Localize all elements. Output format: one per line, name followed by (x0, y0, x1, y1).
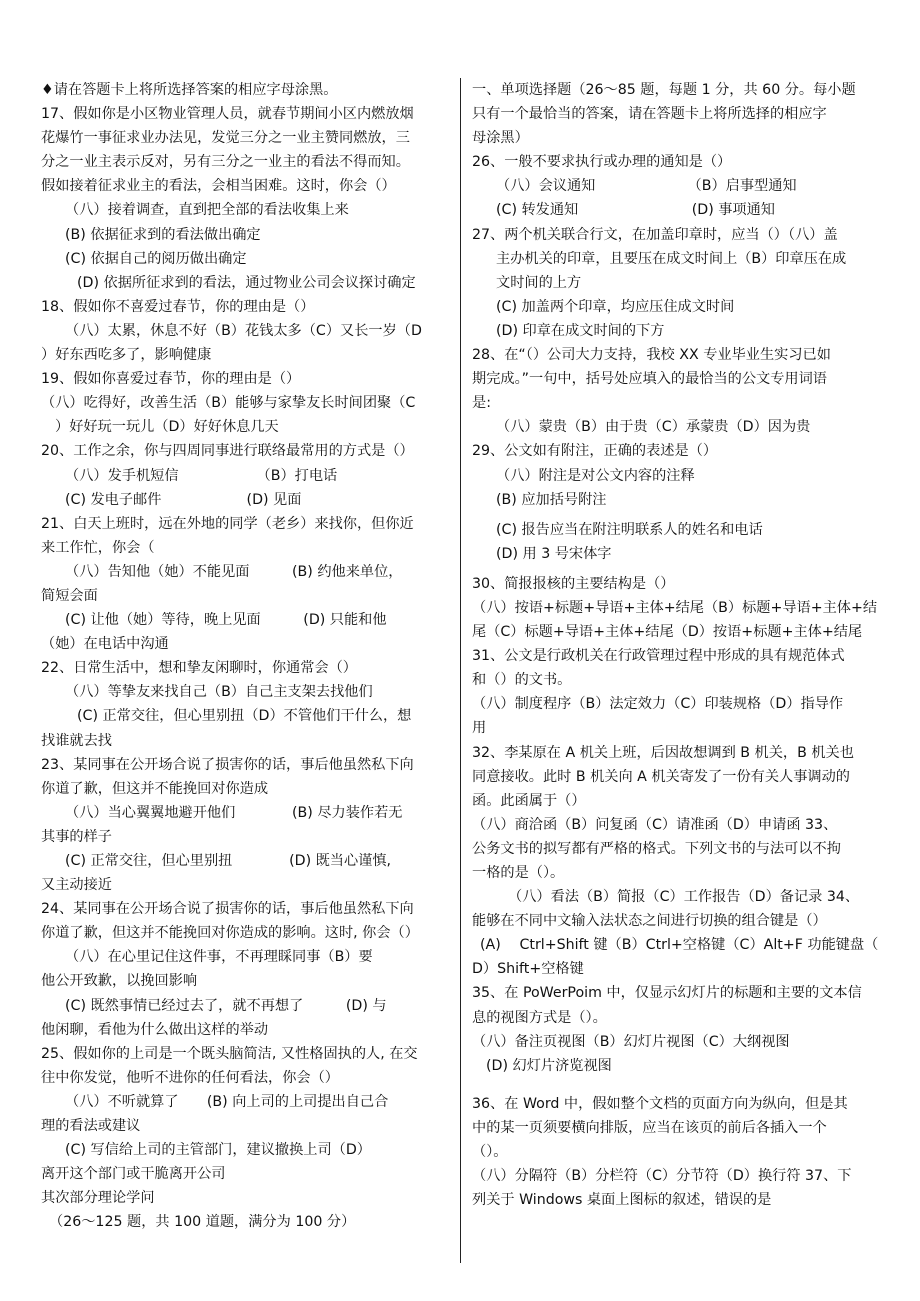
right-text-line: (D) 幻灯片济览视图 (486, 1057, 612, 1074)
left-column (41, 78, 451, 1235)
left-text-line: 理的看法或建议 (41, 1118, 141, 1135)
right-text-line: (C) 转发通知 (D) 事项通知 (496, 202, 775, 219)
right-column (472, 78, 884, 1212)
left-text-line: 又主动接近 (41, 877, 112, 894)
right-text-line: (B) 应加括号附注 (496, 491, 607, 508)
left-text-line: （她）在电话中沟通 (41, 636, 169, 653)
left-text-line: 来工作忙，你会（ (41, 539, 155, 556)
left-text-line: （八）不听就算了 (B) 向上司的上司提出自己合 (65, 1093, 389, 1110)
right-text-line: 29、公文如有附注，正确的表述是（） (472, 443, 718, 460)
left-text-line: （八）当心翼翼地避开他们 (B) 尽力装作若无 (65, 804, 403, 821)
left-text-line: （八）发手机短信 （B）打电话 (65, 467, 338, 484)
left-text-line: （八）在心里记住这件事，不再理睬同事（B）要 (65, 949, 373, 966)
left-text-line: ♦请在答题卡上将所选择答案的相应字母涂黑。 (41, 82, 338, 98)
right-text-line: 35、在 PoWerPoim 中，仅显示幻灯片的标题和主要的文本信 (472, 985, 862, 1002)
right-text-line: 30、简报报核的主要结构是（） (472, 575, 675, 592)
left-text-line: （八）接着调查，直到把全部的看法收集上来 (65, 202, 349, 219)
left-text-line: 24、某同事在公开场合说了损害你的话，事后他虽然私下向 (41, 901, 414, 918)
left-text-line: (C) 依据自己的阅历做出确定 (65, 250, 247, 267)
left-text-line: 简短会面 (41, 587, 98, 604)
right-text-line: 一格的是（）。 (472, 865, 565, 881)
right-text-line: 函。此函属于（） (472, 792, 586, 809)
right-text-line: 36、在 Word 中，假如整个文档的页面方向为纵向，但是其 (472, 1095, 848, 1112)
right-text-line: (C) 加盖两个印章，均应压住成文时间 (496, 298, 735, 315)
right-text-line: 主办机关的印章，且要压在成文时间上（B）印章压在成 (496, 250, 847, 267)
right-text-line: 期完成。”一句中，括号处应填入的最恰当的公文专用词语 (472, 371, 827, 388)
right-text-line: (D) 用 3 号宋体字 (496, 545, 612, 562)
left-text-line: 花爆竹一事征求业办法见，发觉三分之一业主赞同燃放，三 (41, 130, 410, 147)
right-text-line: （八）附注是对公文内容的注释 (496, 467, 695, 484)
right-text-line: （八）备注页视图（B）幻灯片视图（C）大纲视图 (472, 1033, 790, 1050)
left-text-line: （八）太累，休息不好（B）花钱太多（C）又长一岁（D (65, 322, 422, 339)
right-text-line: 列关于 Windows 桌面上图标的叙述，错误的是 (472, 1192, 772, 1209)
left-text-line: 17、假如你是小区物业管理人员，就春节期间小区内燃放烟 (41, 106, 414, 123)
left-text-line: 往中你发觉，他听不进你的任何看法，你会（） (41, 1069, 339, 1086)
right-text-line: （八）看法（B）简报（C）工作报告（D）备记录 34、 (508, 889, 860, 906)
left-text-line: (C) 正常交往，但心里别扭（D）不管他们干什么，想 (77, 708, 412, 725)
right-text-line: （八）分隔符（B）分栏符（C）分节符（D）换行符 37、下 (472, 1168, 852, 1185)
left-text-line: （26～125 题，共 100 道题，满分为 100 分） (49, 1214, 356, 1231)
left-text-line: (D) 依据所征求到的看法，通过物业公司会议探讨确定 (77, 274, 416, 291)
spacer (472, 1078, 884, 1092)
right-text-line: 和（）的文书。 (472, 672, 572, 689)
column-divider (460, 78, 461, 1263)
left-text-line: 你道了歉，但这并不能挽回对你造成的影响。这时, 你会（） (41, 925, 419, 942)
left-text-line: 找谁就去找 (41, 732, 112, 749)
left-text-line: 他公开致歉，以挽回影响 (41, 973, 198, 990)
right-text-line: 27、两个机关联合行文，在加盖印章时，应当（）（八）盖 (472, 226, 838, 243)
left-text-line: (B) 依据征求到的看法做出确定 (65, 226, 261, 243)
right-text-line: (C) 报告应当在附注明联系人的姓名和电话 (496, 521, 763, 538)
right-text-line: 26、一般不要求执行或办理的通知是（） (472, 154, 732, 171)
left-text-line: 19、假如你喜爱过春节，你的理由是（） (41, 371, 301, 388)
right-text-line: 用 (472, 720, 487, 737)
right-text-line: 文时间的上方 (496, 274, 582, 291)
left-text-line: 分之一业主表示反对，另有三分之一业主的看法不得而知。 (41, 154, 410, 171)
right-text-line: （八）制度程序（B）法定效力（C）印装规格（D）指导作 (472, 696, 844, 713)
left-text-line: 假如接着征求业主的看法，会相当困难。这时，你会（） (41, 178, 396, 195)
left-text-line: 21、白天上班时，远在外地的同学（老乡）来找你，但你近 (41, 515, 414, 532)
left-text-line: （八）告知他（她）不能见面 (B) 约他来单位， (65, 563, 403, 580)
right-text-line: （八）蒙贵（B）由于贵（C）承蒙贵（D）因为贵 (496, 419, 811, 436)
right-text-line: 32、李某原在 A 机关上班，后因故想调到 B 机关，B 机关也 (472, 744, 854, 761)
right-text-line: 是: (472, 395, 491, 412)
left-text-line: 其事的样子 (41, 828, 112, 845)
left-text-line: (C) 让他（她）等待，晚上见面 (D) 只能和他 (65, 612, 387, 629)
right-text-line: 尾（C）标题+导语+主体+结尾（D）按语+标题+主体+结尾 (472, 624, 863, 641)
right-text-line: (D) 印章在成文时间的下方 (496, 322, 665, 339)
right-text-line: 能够在不同中文输入法状态之间进行切换的组合键是（） (472, 913, 827, 930)
right-text-line: 公务文书的拟写都有严格的格式。下列文书的与法可以不拘 (472, 840, 841, 857)
left-text-line: （八）吃得好，改善生活（B）能够与家挚友长时间团聚（C (41, 395, 416, 412)
left-text-line: 离开这个部门或干脆离开公司 (41, 1166, 226, 1183)
left-text-line: 23、某同事在公开场合说了损害你的话，事后他虽然私下向 (41, 756, 414, 773)
left-text-line: 18、假如你不喜爱过春节，你的理由是（） (41, 298, 315, 315)
right-text-line: 母涂黑） (472, 130, 529, 147)
right-text-line: D）Shift+空格键 (472, 961, 584, 978)
left-text-line: 你道了歉，但这并不能挽回对你造成 (41, 780, 269, 797)
right-text-line: 同意接收。此时 B 机关向 A 机关寄发了一份有关人事调动的 (472, 768, 850, 785)
left-text-line: (C) 正常交往，但心里别扭 (D) 既当心谨慎, (65, 853, 392, 869)
right-text-line: 28、在“（）公司大力支持，我校 XX 专业毕业生实习已如 (472, 347, 831, 364)
left-text-line: 他闲聊，看他为什么做出这样的举动 (41, 1021, 269, 1038)
right-text-line: 只有一个最恰当的答案，请在答题卡上将所选择的相应字 (472, 106, 827, 123)
left-text-line: 其次部分理论学问 (41, 1190, 155, 1207)
right-text-line: 31、公文是行政机关在行政管理过程中形成的具有规范体式 (472, 648, 845, 665)
left-text-line: (C) 写信给上司的主管部门，建议撤换上司（D） (65, 1142, 371, 1159)
left-text-line: ）好东西吃多了，影响健康 (41, 347, 212, 364)
left-text-line: (C) 发电子邮件 (D) 见面 (65, 491, 302, 508)
left-text-line: ）好好玩一玩儿（D）好好休息几天 (55, 419, 279, 436)
right-text-line: （八）商洽函（B）问复函（C）请准函（D）申请函 33、 (472, 816, 838, 833)
left-text-line: 20、工作之余，你与四周同事进行联络最常用的方式是（） (41, 443, 414, 460)
right-text-line: (A) Ctrl+Shift 键（B）Ctrl+空格键（C）Alt+F 功能键盘（ (480, 937, 879, 954)
left-text-line: 22、日常生活中，想和挚友闲聊时，你通常会（） (41, 660, 357, 677)
right-text-line: （）。 (472, 1144, 508, 1161)
right-text-line: （八）按语+标题+导语+主体+结尾（B）标题+导语+主体+结 (472, 599, 878, 616)
left-text-line: （八）等挚友来找自己（B）自己主支架去找他们 (65, 684, 373, 701)
right-text-line: 息的视图方式是（）。 (472, 1009, 607, 1026)
right-text-line: （八）会议通知 （B）启事型通知 (496, 178, 797, 195)
left-text-line: (C) 既然事情已经过去了，就不再想了 (D) 与 (65, 997, 387, 1014)
right-text-line: 一、单项选择题（26～85 题，每题 1 分，共 60 分。每小题 (472, 82, 856, 98)
left-text-line: 25、假如你的上司是一个既头脑简洁, 又性格固执的人, 在交 (41, 1045, 418, 1062)
right-text-line: 中的某一页须要横向排版，应当在该页的前后各插入一个 (472, 1119, 827, 1136)
